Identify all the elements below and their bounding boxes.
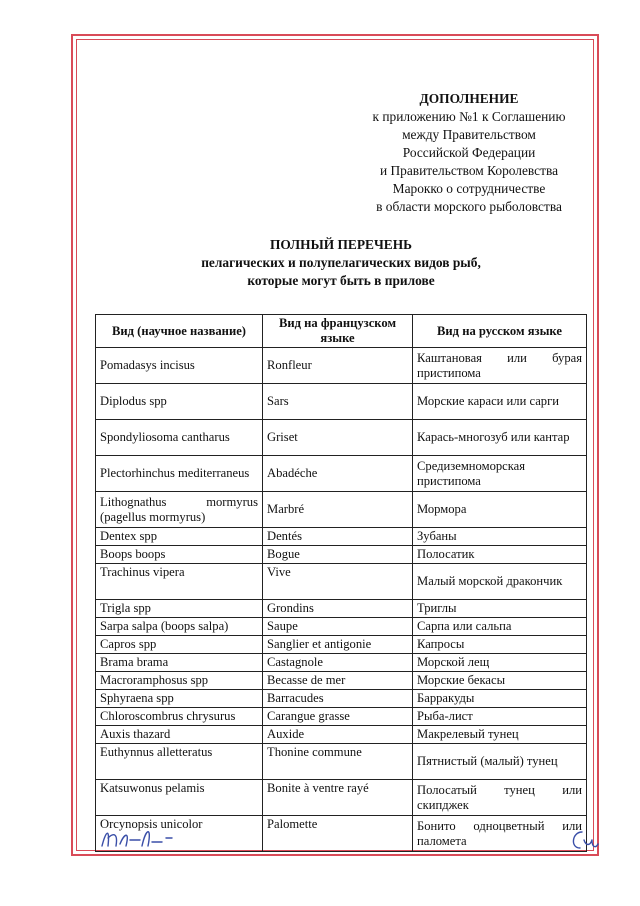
cell-french: Ronfleur	[263, 348, 413, 384]
cell-russian: Морские бекасы	[413, 672, 587, 690]
table-header-row	[96, 315, 587, 348]
list-subtitle-line: пелагических и полупелагических видов рыб,	[201, 255, 481, 270]
cell-french: Palomette	[263, 816, 413, 852]
table-row	[96, 348, 587, 384]
cell-scientific: Brama brama	[96, 654, 263, 672]
cell-scientific: Trachinus vipera	[96, 564, 263, 600]
cell-russian: Сарпа или сальпа	[413, 618, 587, 636]
supplement-line: и Правительством Королевства	[379, 163, 559, 178]
cell-scientific: Sphyraena spp	[96, 690, 263, 708]
supplement-line: к приложению №1 к Соглашению	[372, 109, 566, 124]
cell-scientific: Katsuwonus pelamis	[96, 780, 263, 816]
cell-russian: Средиземноморская пристипома	[413, 456, 587, 492]
supplement-block	[340, 90, 598, 216]
header-russian: Вид на русском языке	[413, 315, 587, 348]
cell-russian: Капросы	[413, 636, 587, 654]
cell-russian: Полосатый тунец или скипджек	[413, 780, 587, 816]
cell-scientific: Auxis thazard	[96, 726, 263, 744]
cell-russian: Мормора	[413, 492, 587, 528]
table-row	[96, 420, 587, 456]
cell-scientific: Plectorhinchus mediterraneus	[96, 456, 263, 492]
supplement-line: в области морского рыболовства	[376, 199, 562, 214]
cell-french: Thonine commune	[263, 744, 413, 780]
cell-french: Carangue grasse	[263, 708, 413, 726]
cell-scientific: Euthynnus alletteratus	[96, 744, 263, 780]
list-title: ПОЛНЫЙ ПЕРЕЧЕНЬ	[270, 237, 412, 252]
list-title-block	[96, 236, 586, 290]
cell-french: Griset	[263, 420, 413, 456]
cell-scientific: Macroramphosus spp	[96, 672, 263, 690]
table-row	[96, 726, 587, 744]
cell-french: Becasse de mer	[263, 672, 413, 690]
cell-scientific: Pomadasys incisus	[96, 348, 263, 384]
cell-french: Bonite à ventre rayé	[263, 780, 413, 816]
cell-russian: Зубаны	[413, 528, 587, 546]
cell-french: Sanglier et antigonie	[263, 636, 413, 654]
cell-scientific: Sarpa salpa (boops salpa)	[96, 618, 263, 636]
table-row	[96, 654, 587, 672]
cell-french: Marbré	[263, 492, 413, 528]
cell-scientific: Chloroscombrus chrysurus	[96, 708, 263, 726]
list-subtitle-line: которые могут быть в прилове	[247, 273, 435, 288]
cell-russian: Морские караси или сарги	[413, 384, 587, 420]
table-row	[96, 564, 587, 600]
cell-russian: Триглы	[413, 600, 587, 618]
cell-french: Castagnole	[263, 654, 413, 672]
table-row	[96, 600, 587, 618]
cell-scientific: Boops boops	[96, 546, 263, 564]
cell-russian: Полосатик	[413, 546, 587, 564]
table-row	[96, 618, 587, 636]
cell-scientific: Diplodus spp	[96, 384, 263, 420]
supplement-line: Российской Федерации	[402, 145, 536, 160]
table-row	[96, 690, 587, 708]
table-row	[96, 456, 587, 492]
cell-russian: Бонито одноцветный или паломета	[413, 816, 587, 852]
table-row	[96, 780, 587, 816]
species-table	[95, 314, 587, 852]
cell-russian: Малый морской дракончик	[413, 564, 587, 600]
cell-scientific: Lithognathus mormyrus (pagellus mormyrus)	[96, 492, 263, 528]
table-row	[96, 384, 587, 420]
cell-russian: Морской лещ	[413, 654, 587, 672]
supplement-line: между Правительством	[402, 127, 536, 142]
cell-french: Grondins	[263, 600, 413, 618]
table-row	[96, 744, 587, 780]
cell-scientific: Capros spp	[96, 636, 263, 654]
signature-left	[96, 820, 186, 856]
cell-russian: Макрелевый тунец	[413, 726, 587, 744]
cell-scientific: Dentex spp	[96, 528, 263, 546]
cell-russian: Каштановая или бурая пристипома	[413, 348, 587, 384]
cell-french: Sars	[263, 384, 413, 420]
header-french: Вид на французском языке	[263, 315, 413, 348]
supplement-line: Марокко о сотрудничестве	[392, 181, 546, 196]
header-scientific: Вид (научное название)	[96, 315, 263, 348]
cell-french: Dentés	[263, 528, 413, 546]
cell-russian: Пятнистый (малый) тунец	[413, 744, 587, 780]
table-row	[96, 636, 587, 654]
cell-french: Abadéche	[263, 456, 413, 492]
table-row	[96, 546, 587, 564]
table-row	[96, 708, 587, 726]
table-row	[96, 672, 587, 690]
cell-french: Bogue	[263, 546, 413, 564]
cell-russian: Карась-многозуб или кантар	[413, 420, 587, 456]
cell-french: Barracudes	[263, 690, 413, 708]
signature-right	[566, 826, 606, 856]
cell-french: Saupe	[263, 618, 413, 636]
cell-french: Auxide	[263, 726, 413, 744]
cell-russian: Рыба-лист	[413, 708, 587, 726]
supplement-heading: ДОПОЛНЕНИЕ	[419, 91, 519, 106]
cell-russian: Барракуды	[413, 690, 587, 708]
cell-french: Vive	[263, 564, 413, 600]
cell-scientific: Spondyliosoma cantharus	[96, 420, 263, 456]
table-row	[96, 528, 587, 546]
table-row	[96, 492, 587, 528]
cell-scientific: Orcynopsis unicolor	[96, 816, 263, 852]
cell-scientific: Trigla spp	[96, 600, 263, 618]
